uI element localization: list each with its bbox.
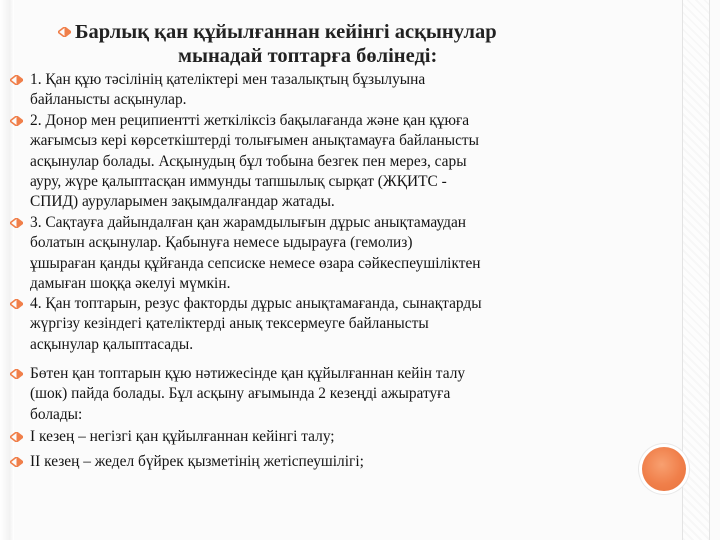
list-item-line: 2. Донор мен реципиентті жеткіліксіз бақылағанда және қан құюға [30,112,470,129]
orange-diamond-bullet-icon [10,218,23,228]
list-item-line: ұшыраған қанды құйғанда сепсиске немесе өзара сәйкеспеушіліктен [30,254,481,272]
right-decorative-border [682,0,710,540]
list-item [30,70,630,111]
list-item [30,452,630,472]
list-item [30,294,630,355]
list-item-line: болады: [30,405,83,423]
list-item-line: жағымсыз кері көрсеткіштерді толығымен анықтамауға байланысты [30,132,479,150]
list-item-line: жүргізу кезіндегі қателіктерді анық тексермеуге байланысты [30,315,429,333]
title-line-1: Барлық қан құйылғаннан кейінгі асқынулар [75,21,497,43]
orange-diamond-bullet-icon [10,432,23,442]
list-item-line: ауру, жүре қалыптасқан иммунды тапшылық сырқат (ЖҚИТС - [30,172,447,190]
orange-diamond-bullet-icon [10,457,23,467]
list-item-line: 1. Қан құю тәсілінің қателіктері мен тазалықтың бұзылуына [30,71,426,88]
orange-diamond-bullet-icon [10,75,23,85]
list-item-line: байланысты асқынулар. [30,91,187,109]
slide-title [75,20,635,68]
orange-circle-decoration [642,447,686,491]
orange-diamond-bullet-icon [10,116,23,126]
title-line-2: мынадай топтарға бөлінеді: [178,45,438,67]
list-item-line: СПИД) ауруларымен зақымдалғандар жатады. [30,193,335,211]
list-item-line: (шок) пайда болады. Бұл асқыну ағымында 2 кезеңді ажыратуға [30,385,451,403]
list-item-line: II кезең – жедел бүйрек қызметінің жетіспеушілігі; [30,453,364,470]
list-item-line: асқынулар болады. Асқынудың бұл тобына безгек пен мерез, сары [30,152,467,170]
list-item [30,111,630,212]
list-item [30,364,630,425]
list-item-line: I кезең – негізгі қан құйылғаннан кейінгі талу; [30,428,335,445]
orange-diamond-bullet-icon [58,27,71,37]
list-item-line: дамыған шоққа әкелуі мүмкін. [30,274,231,292]
list-item-line: Бөтен қан топтарын құю нәтижесінде қан құйылғаннан кейін талу [30,365,466,382]
orange-diamond-bullet-icon [10,299,23,309]
list-item [30,427,630,447]
orange-diamond-bullet-icon [10,369,23,379]
list-item-line: асқынулар қалыптасады. [30,335,194,353]
list-item-line: 3. Сақтауға дайындалған қан жарамдылығын дұрыс анықтамаудан [30,214,467,231]
list-item-line: 4. Қан топтарын, резус факторды дұрыс анықтамағанда, сынақтарды [30,295,482,312]
list-item-line: болатын асқынулар. Қабынуға немесе ыдырауға (гемолиз) [30,234,413,252]
list-item [30,213,630,294]
